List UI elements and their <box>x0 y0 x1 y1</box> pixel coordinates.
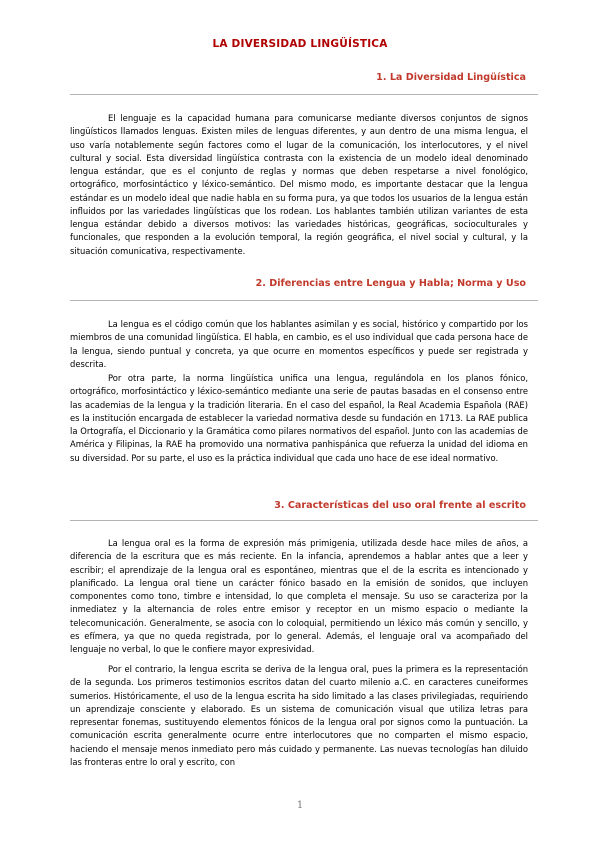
section-heading-2: 2. Diferencias entre Lengua y Habla; Norma y Uso <box>255 278 526 289</box>
section-heading-3: 3. Características del uso oral frente al escrito <box>274 500 526 511</box>
section-2-paragraph-1: La lengua es el código común que los hablantes asimilan y es social, histórico y compartido por los miembros de una comunidad lingüística. El habla, en cambio, es el uso individual que cada persona hace de la lengua, siendo puntual y concreta, ya que ocurre en momentos específicos y puede ser registrada y descrita. <box>70 319 528 369</box>
section-heading-1: 1. La Diversidad Lingüística <box>376 72 526 83</box>
section-1-paragraph-1: El lenguaje es la capacidad humana para comunicarse mediante diversos conjuntos de signos lingüísticos llamados lenguas. Existen miles de lenguas diferentes, y aun dentro de una misma lengua, el uso varía notablemente según factores como el lugar de la comunicación, los interlocutores, y el nivel cultural y social. Esta diversidad lingüística contrasta con la existencia de un modelo ideal denominado lengua estándar, que es el conjunto de reglas y normas que deben respetarse a nivel fonológico, ortográfico, morfosintáctico y léxico-semántico. Del mismo modo, es importante destacar que la lengua estándar es un modelo ideal que nadie habla en su forma pura, ya que todos los usuarios de la lengua están influidos por las variedades lingüísticas que los rodean. Los hablantes también utilizan variantes de esta lengua estándar debido a diversos motivos: las variedades históricas, geográficas, socioculturales y funcionales, que responden a la evolución temporal, la región geográfica, el nivel social y cultural, y la situación comunicativa, respectivamente. <box>70 113 528 256</box>
page-number: 1 <box>296 800 304 811</box>
document-title: LA DIVERSIDAD LINGÜÍSTICA <box>212 38 388 50</box>
section-3-paragraph-1: La lengua oral es la forma de expresión más primigenia, utilizada desde hace miles de años, a diferencia de la escritura que es más reciente. En la infancia, aprendemos a hablar antes que a leer y escribir; el aprendizaje de la lengua oral es espontáneo, mientras que el de la escrita es intencionado y planificado. La lengua oral tiene un carácter fónico basado en la emisión de sonidos, que incluyen componentes como tono, timbre e intensidad, lo que completa el mensaje. Su uso se caracteriza por la inmediatez y la alternancia de roles entre emisor y receptor en un mismo espacio o mediante la telecomunicación. Generalmente, se asocia con lo coloquial, permitiendo un léxico más común y sencillo, y es efímera, ya que no queda registrada, por lo general. Además, el lenguaje oral va acompañado del lenguaje no verbal, lo que le confiere mayor expresividad. <box>70 538 528 654</box>
section-2-paragraph-2: Por otra parte, la norma lingüística unifica una lengua, regulándola en los planos fónico, ortográfico, morfosintáctico y léxico-semántico mediante una serie de pautas basadas en el consenso entre las academias de la lengua y la tradición literaria. En el caso del español, la Real Academia Española (RAE) es la institución encargada de establecer la variedad normativa desde su fundación en 1713. La RAE publica la Ortografía, el Diccionario y la Gramática como pilares normativos del español. Junto con las academias de América y Filipinas, la RAE ha promovido una normativa panhispánica que refuerza la unidad del idioma en su diversidad. Por su parte, el uso es la práctica individual que cada uno hace de ese ideal normativo. <box>70 373 528 463</box>
section-divider-2 <box>70 300 538 301</box>
section-divider-1 <box>70 94 538 95</box>
section-divider-3 <box>70 520 538 521</box>
section-3-paragraph-2: Por el contrario, la lengua escrita se deriva de la lengua oral, pues la primera es la representación de la segunda. Los primeros testimonios escritos datan del cuarto milenio a.C. en caracteres cuneiformes sumerios. Históricamente, el uso de la lengua escrita ha sido limitado a las clases privilegiadas, requiriendo un aprendizaje consciente y elaborado. Es un sistema de comunicación visual que utiliza letras para representar fonemas, sustituyendo elementos fónicos de la lengua oral por signos como la puntuación. La comunicación escrita generalmente ocurre entre interlocutores que no comparten el mismo espacio, haciendo el mensaje menos inmediato pero más cuidado y permanente. Las nuevas tecnologías han diluido las fronteras entre lo oral y escrito, con <box>70 664 528 767</box>
